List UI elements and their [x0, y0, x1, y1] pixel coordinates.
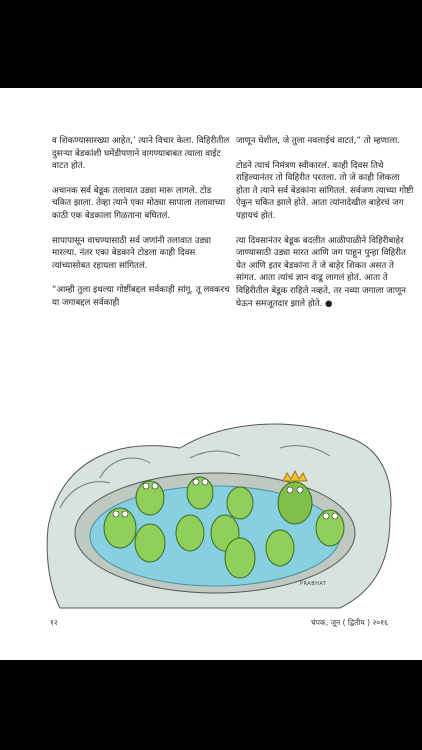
paragraph: “आम्ही तुला इथल्या गोष्टींबद्दल सर्वकाही सांगू. तू लवकरच या जगाबद्दल सर्वकाही — [52, 285, 230, 308]
right-text-column — [236, 135, 416, 322]
illustration-signature: PRABHAT — [300, 581, 327, 587]
paragraph: व शिकण्यासारख्या आहेत,’ त्याने विचार केला. विहिरीतील दुसऱ्या बेडकांशी घमेंडीपणाने वागण्याबाबत त्याला वाईट वाटत होतं. — [52, 136, 230, 172]
paragraph: जाणून घेशील, जे तुला नवलाईचं वाटतं,” तो म्हणाला. — [236, 136, 400, 146]
left-text-column — [52, 135, 232, 322]
frogs-in-pond-illustration — [40, 378, 402, 618]
paragraph: सापापासून वाचण्यासाठी सर्व जणांनी तलावात उड्या मारल्या. नंतर एका बेडकाने टोडला काही दिवस त्यांच्यासोबत रहायला सांगितलं. — [52, 235, 212, 271]
publication-info: चंपक, जून ( द्वितीय ) २०१६ — [310, 618, 388, 627]
paragraph: टोडने त्याचं निमंत्रण स्वीकारलं. काही दिवस तिथे राहिल्यानंतर तो विहिरीत परतला. तो जे काही शिकला होता ते त्याने सर्व बेडकांना सांगितलं. सर्वजण त्याच्या गोष्टी ऐकून चकित झाले होते. आता त्यांनादेखील बाहेरचं जग पहायचं होतं. — [236, 160, 414, 221]
page-number: १२ — [50, 618, 58, 627]
book-page — [0, 88, 422, 660]
paragraph: त्या दिवसानंतर बेडूक बदलीत आळीपाळीने विहिरीबाहेर जाण्यासाठी उड्या मारत आणि जग पाहून पुन्हा विहिरीत येत आणि इतर बेडकांना ते जे बाहेर शिकत असत ते सांगत. आता त्यांचं ज्ञान वाढू लागलं होतं. आता ते विहिरीतील बेडूक राहिले नव्हते, तर नव्या जगाला जाणून घेऊन समजूतदार झाले होते. ● — [236, 235, 406, 309]
paragraph: अचानक सर्व बेडूक तलावात उड्या मारू लागले. टोड चकित झाला. तेव्हा त्याने एका मोठ्या सापाला तलावाच्या काठी एक बेडकाला गिळताना बघितलं. — [52, 185, 226, 221]
